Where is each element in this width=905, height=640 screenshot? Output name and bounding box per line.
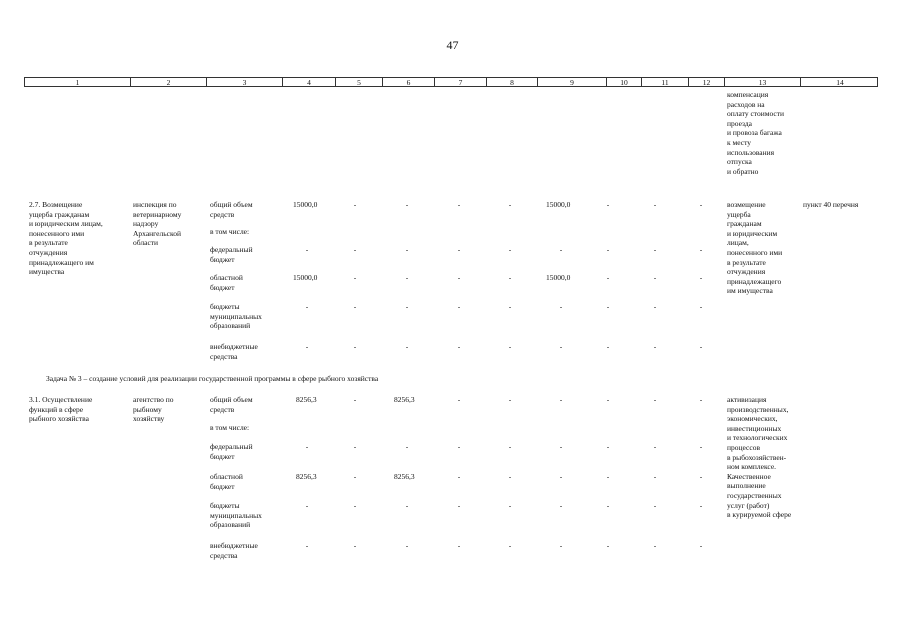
- row-3-1-extra-c5: -: [353, 541, 357, 550]
- column-header-10: 10: [606, 78, 641, 86]
- row-2-7-extra-c9: -: [559, 342, 563, 351]
- row-2-7-municipal-c12: -: [699, 302, 703, 311]
- row-3-1-extra-c8: -: [508, 541, 512, 550]
- row-2-7-extra-c11: -: [653, 342, 657, 351]
- column-header-2: 2: [130, 78, 206, 86]
- row-2-7-extra-c5: -: [353, 342, 357, 351]
- row-3-1-federal-c10: -: [606, 442, 610, 451]
- row-3-1-name: 3.1. Осуществление функций в сфере рыбного хозяйства: [29, 395, 93, 424]
- row-3-1-extra-c10: -: [606, 541, 610, 550]
- row-3-1-municipal-c7: -: [457, 501, 461, 510]
- row-3-1-federal-c8: -: [508, 442, 512, 451]
- row-3-1-total-c12: -: [699, 395, 703, 404]
- row-2-7-municipal-c7: -: [457, 302, 461, 311]
- row-3-1-regional-c12: -: [699, 472, 703, 481]
- row-2-7-label-municipal: бюджеты муниципальных образований: [210, 302, 262, 331]
- task-3-heading: Задача № 3 – создание условий для реализации государственной программы в сфере рыбного хозяйства: [46, 374, 379, 383]
- row-2-7-regional-c9: 15000,0: [546, 273, 571, 282]
- row-3-1-federal-c9: -: [559, 442, 563, 451]
- row-3-1-total-c4: 8256,3: [296, 395, 317, 404]
- row-3-1-total-c10: -: [606, 395, 610, 404]
- row-3-1-regional-c5: -: [353, 472, 357, 481]
- row-3-1-extra-c12: -: [699, 541, 703, 550]
- column-header-6: 6: [382, 78, 434, 86]
- row-2-7-municipal-c6: -: [405, 302, 409, 311]
- row-3-1-label-federal: федеральный бюджет: [210, 442, 253, 461]
- page-number: 47: [446, 38, 459, 52]
- row-3-1-result: активизация производственных, экономических, инвестиционных и технологических процессов в рыбохозяйствен- ном комплексе. Качественное выполнение государственных услуг (работ) в курируемой сфере: [727, 395, 792, 520]
- row-2-7-federal-c8: -: [508, 245, 512, 254]
- row-2-7-source: пункт 40 перечня: [803, 200, 859, 209]
- row-3-1-municipal-c9: -: [559, 501, 563, 510]
- row-3-1-total-c7: -: [457, 395, 461, 404]
- row-3-1-total-c6: 8256,3: [394, 395, 415, 404]
- row-2-7-executor: инспекция по ветеринарному надзору Архангельской области: [133, 200, 182, 248]
- row-2-7-label-including: в том числе:: [210, 227, 250, 236]
- row-2-7-regional-c8: -: [508, 273, 512, 282]
- row-3-1-regional-c10: -: [606, 472, 610, 481]
- row-2-7-federal-c10: -: [606, 245, 610, 254]
- row-3-1-federal-c5: -: [353, 442, 357, 451]
- row-2-7-regional-c5: -: [353, 273, 357, 282]
- row-2-7-extra-c7: -: [457, 342, 461, 351]
- row-3-1-municipal-c6: -: [405, 501, 409, 510]
- row-3-1-federal-c6: -: [405, 442, 409, 451]
- row-3-1-total-c5: -: [353, 395, 357, 404]
- column-header-12: 12: [688, 78, 724, 86]
- row-2-7-municipal-c11: -: [653, 302, 657, 311]
- row-2-7-extra-c6: -: [405, 342, 409, 351]
- row-3-1-municipal-c4: -: [305, 501, 309, 510]
- column-header-13: 13: [724, 78, 800, 86]
- row-3-1-federal-c12: -: [699, 442, 703, 451]
- row-3-1-regional-c8: -: [508, 472, 512, 481]
- row-2-7-total-c10: -: [606, 200, 610, 209]
- row-2-7-federal-c7: -: [457, 245, 461, 254]
- row-2-7-regional-c11: -: [653, 273, 657, 282]
- row-3-1-municipal-c5: -: [353, 501, 357, 510]
- row-2-7-total-c11: -: [653, 200, 657, 209]
- row-2-7-label-federal: федеральный бюджет: [210, 245, 253, 264]
- row-2-7-total-c8: -: [508, 200, 512, 209]
- row-2-7-regional-c10: -: [606, 273, 610, 282]
- row-2-7-label-extrabudgetary: внебюджетные средства: [210, 342, 258, 361]
- row-2-7-municipal-c9: -: [559, 302, 563, 311]
- row-3-1-extra-c6: -: [405, 541, 409, 550]
- row-2-7-name: 2.7. Возмещение ущерба гражданам и юридическим лицам, понесенного ими в результате отчуждения принадлежащего им имущества: [29, 200, 103, 277]
- row-2-7-total-c5: -: [353, 200, 357, 209]
- column-header-14: 14: [800, 78, 879, 86]
- row-3-1-extra-c11: -: [653, 541, 657, 550]
- row-2-7-extra-c10: -: [606, 342, 610, 351]
- row-2-7-label-total: общий объем средств: [210, 200, 253, 219]
- row-2-7-federal-c5: -: [353, 245, 357, 254]
- row-3-1-regional-c9: -: [559, 472, 563, 481]
- row-2-7-result: возмещение ущерба гражданам и юридическим лицам, понесенного ими в результате отчуждения принадлежащего им имущества: [727, 200, 783, 296]
- row-2-7-federal-c4: -: [305, 245, 309, 254]
- column-header-5: 5: [335, 78, 382, 86]
- row-3-1-regional-c11: -: [653, 472, 657, 481]
- column-header-9: 9: [537, 78, 606, 86]
- column-header-row: [24, 77, 878, 87]
- row-3-1-federal-c4: -: [305, 442, 309, 451]
- row-3-1-regional-c4: 8256,3: [296, 472, 317, 481]
- row-2-7-regional-c12: -: [699, 273, 703, 282]
- row-2-7-federal-c6: -: [405, 245, 409, 254]
- column-header-4: 4: [282, 78, 335, 86]
- row-3-1-label-including: в том числе:: [210, 423, 250, 432]
- row-2-7-total-c4: 15000,0: [293, 200, 318, 209]
- row-2-7-total-c7: -: [457, 200, 461, 209]
- row-3-1-extra-c9: -: [559, 541, 563, 550]
- row-3-1-executor: агентство по рыбному хозяйству: [133, 395, 174, 424]
- row-3-1-municipal-c11: -: [653, 501, 657, 510]
- row-2-7-regional-c7: -: [457, 273, 461, 282]
- column-header-8: 8: [486, 78, 537, 86]
- column-header-3: 3: [206, 78, 282, 86]
- row-2-7-federal-c12: -: [699, 245, 703, 254]
- row-2-7-extra-c12: -: [699, 342, 703, 351]
- row-2-7-municipal-c10: -: [606, 302, 610, 311]
- row-2-7-municipal-c5: -: [353, 302, 357, 311]
- row-2-7-total-c9: 15000,0: [546, 200, 571, 209]
- row-3-1-label-municipal: бюджеты муниципальных образований: [210, 501, 262, 530]
- row-3-1-municipal-c8: -: [508, 501, 512, 510]
- row-3-1-label-regional: областной бюджет: [210, 472, 243, 491]
- row-2-7-total-c12: -: [699, 200, 703, 209]
- row-3-1-federal-c7: -: [457, 442, 461, 451]
- row-3-1-label-extrabudgetary: внебюджетные средства: [210, 541, 258, 560]
- row-2-7-extra-c4: -: [305, 342, 309, 351]
- row-2-7-municipal-c8: -: [508, 302, 512, 311]
- row-3-1-extra-c7: -: [457, 541, 461, 550]
- row-3-1-federal-c11: -: [653, 442, 657, 451]
- column-header-7: 7: [434, 78, 486, 86]
- row-2-7-extra-c8: -: [508, 342, 512, 351]
- row-2-7-regional-c4: 15000,0: [293, 273, 318, 282]
- row-2-7-federal-c9: -: [559, 245, 563, 254]
- row-3-1-total-c11: -: [653, 395, 657, 404]
- row-3-1-municipal-c10: -: [606, 501, 610, 510]
- row-3-1-total-c8: -: [508, 395, 512, 404]
- column-header-11: 11: [641, 78, 688, 86]
- continuation-col13: компенсация расходов на оплату стоимости проезда и провоза багажа к месту использования отпуска и обратно: [727, 90, 785, 176]
- row-3-1-municipal-c12: -: [699, 501, 703, 510]
- row-2-7-regional-c6: -: [405, 273, 409, 282]
- row-3-1-regional-c7: -: [457, 472, 461, 481]
- row-2-7-municipal-c4: -: [305, 302, 309, 311]
- row-3-1-total-c9: -: [559, 395, 563, 404]
- row-2-7-label-regional: областной бюджет: [210, 273, 243, 292]
- row-3-1-regional-c6: 8256,3: [394, 472, 415, 481]
- row-3-1-extra-c4: -: [305, 541, 309, 550]
- row-2-7-total-c6: -: [405, 200, 409, 209]
- row-3-1-label-total: общий объем средств: [210, 395, 253, 414]
- row-2-7-federal-c11: -: [653, 245, 657, 254]
- column-header-1: 1: [75, 78, 80, 87]
